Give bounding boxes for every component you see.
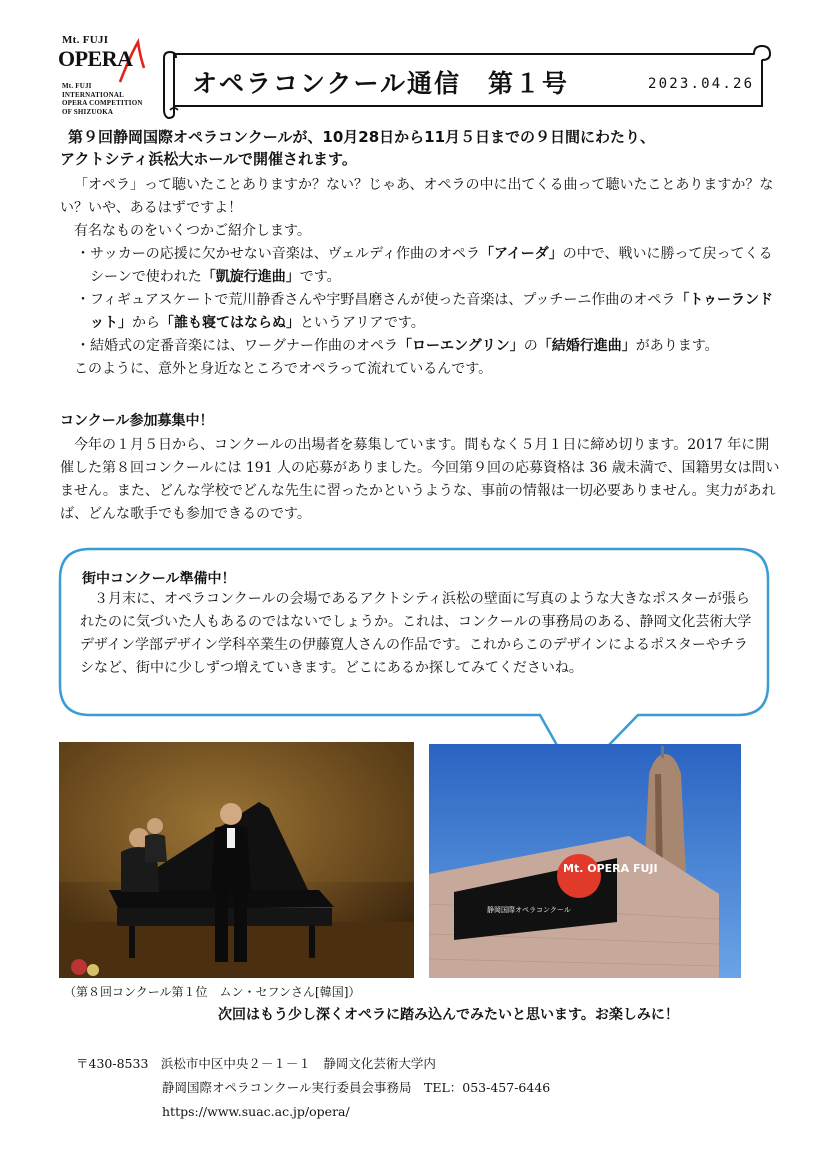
list-item: ・フィギュアスケートで荒川静香さんや宇野昌磨さんが使った音楽は、プッチーニ作曲のオペラ「トゥーランドット」から「誰も寝てはならぬ」というアリアです。 [76, 292, 773, 331]
footer-address: 〒430-8533 浜松市中区中央２－１－１ 静岡文化芸術大学内 [76, 1056, 436, 1071]
logo-opera: OPERA [58, 46, 133, 71]
recruit-paragraph: 今年の１月５日から、コンクールの出場者を募集しています。間もなく５月１日に締め切ります。2017 年に開催した第８回コンクールには 191 人の応募がありました。今回第９回の応募資格は 36 歳未満で、国籍男女は問いません。また、どんな学校でどんな先生に習ったかというような、事前の情報は一切必要ありません。実力があれば、どんな歌手でも参加できるのです。 [60, 437, 780, 522]
poster-logo-text: Mt. OPERA FUJI [563, 862, 658, 875]
recruit-heading: コンクール参加募集中！ [60, 413, 214, 429]
headline [60, 126, 780, 170]
issue-date: 2023.04.26 [648, 76, 755, 92]
opera-logo [58, 34, 158, 134]
title-banner [162, 44, 772, 120]
photo-caption: （第８回コンクール第１位 ムン・セフンさん[韓国]） [64, 985, 361, 999]
intro-paragraph-1: 「オペラ」って聴いたことありますか？ない？じゃあ、オペラの中に出てくる曲って聴いたことありますか？ない？いや、あるはずですよ！ [60, 177, 774, 216]
building-photo-illustration [429, 744, 741, 978]
logo-subtitle: Mt. FUJI INTERNATIONAL OPERA COMPETITION OF SHIZUOKA [62, 82, 143, 116]
examples-list [60, 243, 782, 358]
headline-line-2: アクトシティ浜松大ホールで開催されます。 [60, 150, 357, 168]
newsletter-title: オペラコンクール通信 第１号 [192, 69, 570, 98]
headline-line-1: 第９回静岡国際オペラコンクールが、10月28日から11月５日までの９日間にわたり、 [68, 128, 656, 146]
list-item: ・結婚式の定番音楽には、ワーグナー作曲のオペラ「ローエングリン」の「結婚行進曲」があります。 [76, 338, 719, 354]
intro-paragraph-3: このように、意外と身近なところでオペラって流れているんです。 [74, 361, 493, 377]
footer-contact [76, 1052, 550, 1124]
photo-act-city-poster [429, 744, 741, 978]
list-item: ・サッカーの応援に欠かせない音楽は、ヴェルディ作曲のオペラ「アイーダ」の中で、戦いに勝って戻ってくるシーンで使われた「凱旋行進曲」です。 [76, 246, 773, 285]
footer-office: 静岡国際オペラコンクール実行委員会事務局 TEL：053-457-6446 [162, 1080, 551, 1095]
photo-concert-stage [59, 742, 414, 978]
bubble-paragraph: ３月末に、オペラコンクールの会場であるアクトシティ浜松の壁面に写真のような大きなポスターが張られたのに気づいた人もあるのではないでしょうか。これは、コンクールの事務局のある、静岡文化芸術大学デザイン学部デザイン学科卒業生の伊藤寛人さんの作品です。これからこのデザインによるポスターやチラシなど、街中に少しずつ増えていきます。どこにあるか探してみてくださいね。 [80, 591, 752, 676]
poster-title-text: 静岡国際オペラコンクール [487, 906, 571, 914]
concert-photo-illustration [59, 742, 414, 978]
speech-bubble [58, 547, 770, 717]
intro-paragraph-2: 有名なものをいくつかご紹介します。 [74, 223, 311, 239]
bubble-heading: 街中コンクール準備中！ [82, 571, 236, 587]
next-issue-note: 次回はもう少し深くオペラに踏み込んでみたいと思います。お楽しみに！ [218, 1007, 679, 1023]
intro-section [60, 174, 782, 381]
footer-url[interactable]: https://www.suac.ac.jp/opera/ [162, 1104, 350, 1119]
logo-mt-fuji: Mt. FUJI [62, 34, 109, 46]
